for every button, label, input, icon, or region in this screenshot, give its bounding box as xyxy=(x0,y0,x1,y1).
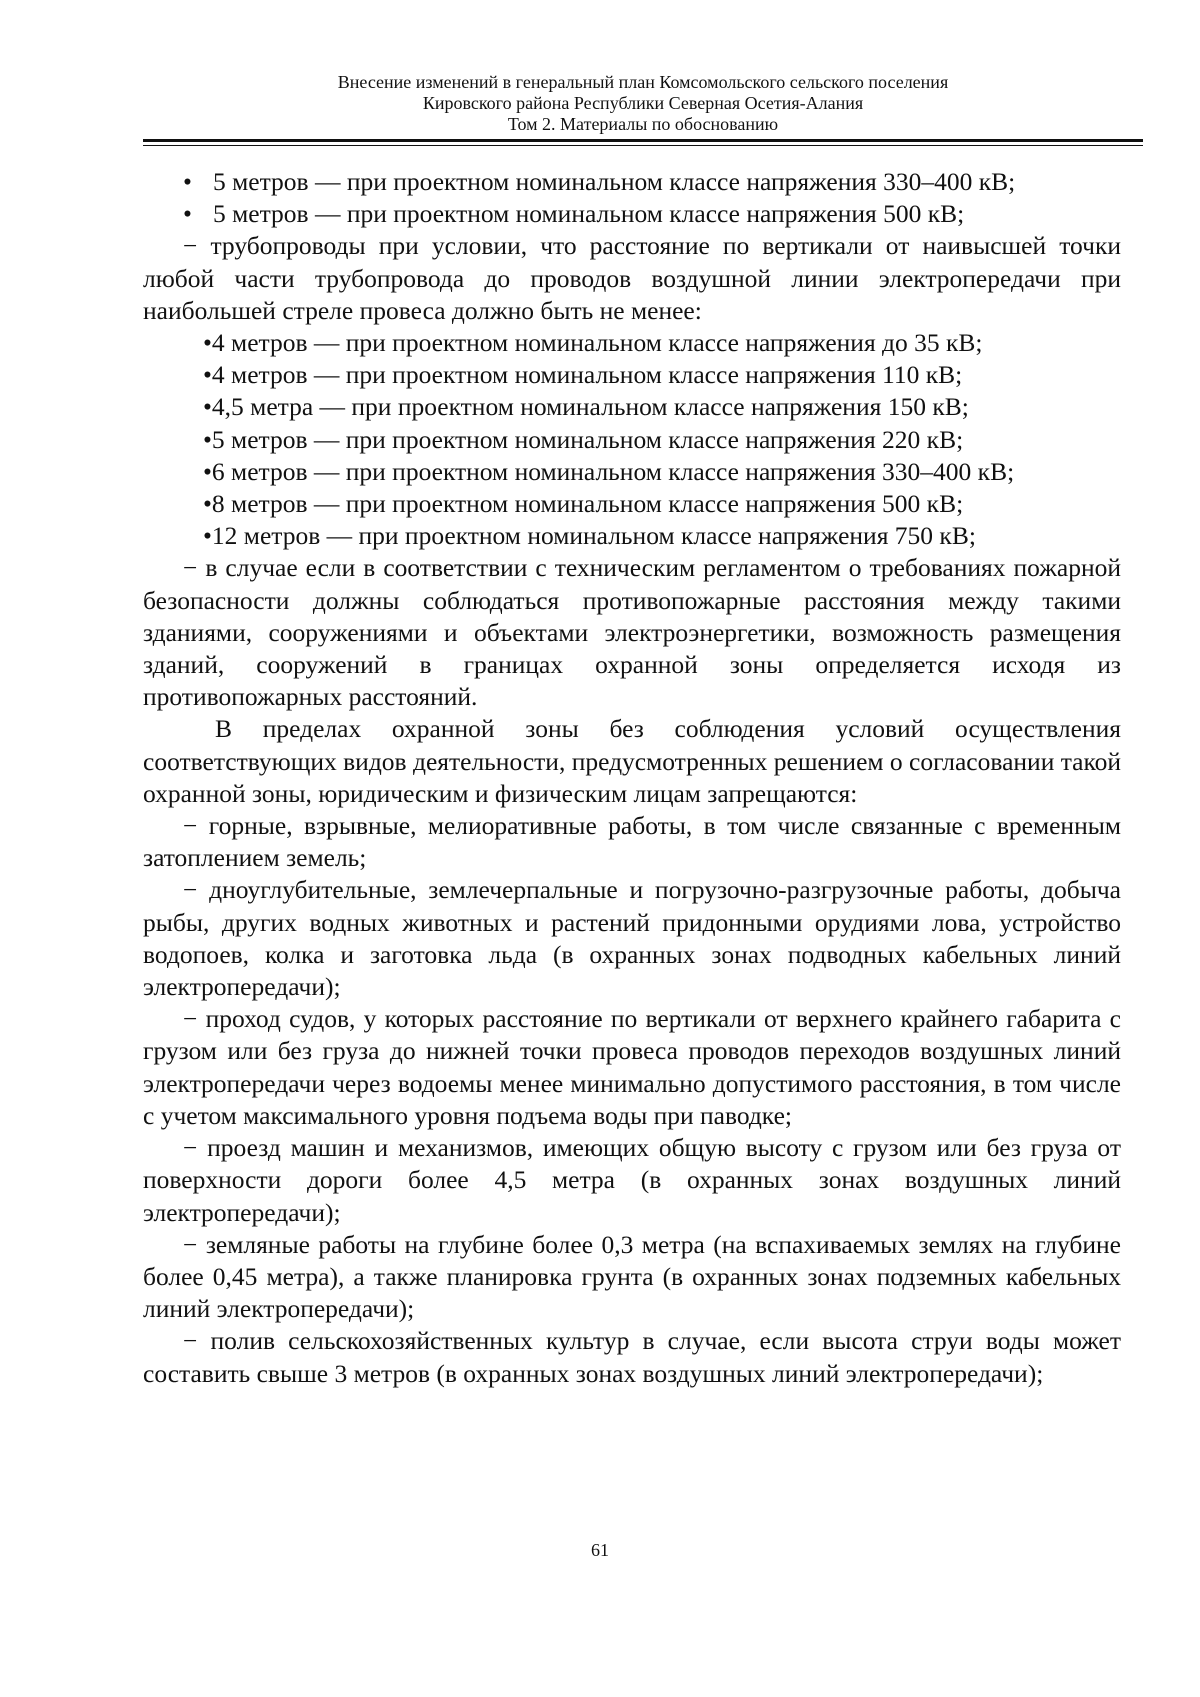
prohibited-item: − проезд машин и механизмов, имеющих общую высоту с грузом или без груза от поверхности дороги более 4,5 метра (в охранных зонах воздушных линий электропередачи); xyxy=(143,1133,1121,1227)
list-item: •4 метров — при проектном номинальном классе напряжения 110 кВ; xyxy=(203,360,963,390)
paragraph-intro: В пределах охранной зоны без соблюдения условий осуществления соответствующих видов деятельности, предусмотренных решением о согласовании такой охранной зоны, юридическим и физическим лицам запрещаются: xyxy=(143,714,1121,808)
list-item: •12 метров — при проектном номинальном классе напряжения 750 кВ; xyxy=(203,521,976,551)
list-item: •6 метров — при проектном номинальном классе напряжения 330–400 кВ; xyxy=(203,456,1015,486)
header-line-1: Внесение изменений в генеральный план Комсомольского сельского поселения xyxy=(337,72,949,92)
list-item: • 5 метров — при проектном номинальном классе напряжения 500 кВ; xyxy=(143,198,1121,230)
paragraph-pipelines: − трубопроводы при условии, что расстояние по вертикали от наивысшей точки любой части трубопровода до проводов воздушной линии электропередачи при наибольшей стреле провеса должно быть не менее: xyxy=(143,231,1121,325)
prohibited-item: − полив сельскохозяйственных культур в случае, если высота струи воды может составить свыше 3 метров (в охранных зонах воздушных линий электропередачи); xyxy=(143,1326,1121,1388)
bullet-icon: • xyxy=(183,167,192,196)
prohibited-item: − дноуглубительные, землечерпальные и погрузочно-разгрузочные работы, добыча рыбы, других водных животных и растений придонными орудиями лова, устройство водопоев, колка и заготовка льда (в охранных зонах подводных кабельных линий электропередачи); xyxy=(143,875,1121,1002)
list-item: •8 метров — при проектном номинальном классе напряжения 500 кВ; xyxy=(203,489,964,519)
prohibited-item: − горные, взрывные, мелиоративные работы, в том числе связанные с временным затоплением земель; xyxy=(143,811,1121,873)
list-item: •4,5 метра — при проектном номинальном классе напряжения 150 кВ; xyxy=(203,392,969,422)
header-rule-thick xyxy=(143,139,1143,142)
prohibited-item: − проход судов, у которых расстояние по вертикали от верхнего крайнего габарита с грузом или без груза до нижней точки провеса проводов переходов воздушных линий электропередачи через водоемы менее минимально допустимого расстояния, в том числе с учетом максимального уровня подъема воды при паводке; xyxy=(143,1004,1121,1130)
list-item: • 5 метров — при проектном номинальном классе напряжения 330–400 кВ; xyxy=(143,166,1121,198)
page-number: 61 xyxy=(591,1540,609,1560)
document-body xyxy=(143,166,1121,1390)
list-item: •4 метров — при проектном номинальном классе напряжения до 35 кВ; xyxy=(203,328,983,358)
header-rule-thin xyxy=(143,145,1143,146)
prohibited-item: − земляные работы на глубине более 0,3 метра (на вспахиваемых землях на глубине более 0,45 метра), а также планировка грунта (в охранных зонах подземных кабельных линий электропередачи); xyxy=(143,1229,1121,1324)
document-header xyxy=(143,72,1143,135)
list-item: •5 метров — при проектном номинальном классе напряжения 220 кВ; xyxy=(203,424,964,454)
bullet-icon: • xyxy=(183,199,192,229)
paragraph-fire-safety: − в случае если в соответствии с техническим регламентом о требованиях пожарной безопасности должны соблюдаться противопожарные расстояния между такими зданиями, сооружениями и объектами электроэнергетики, возможность размещения зданий, сооружений в границах охранной зоны определяется исходя из противопожарных расстояний. xyxy=(143,553,1121,712)
header-line-3: Том 2. Материалы по обоснованию xyxy=(507,114,779,134)
header-line-2: Кировского района Республики Северная Осетия-Алания xyxy=(422,93,864,113)
